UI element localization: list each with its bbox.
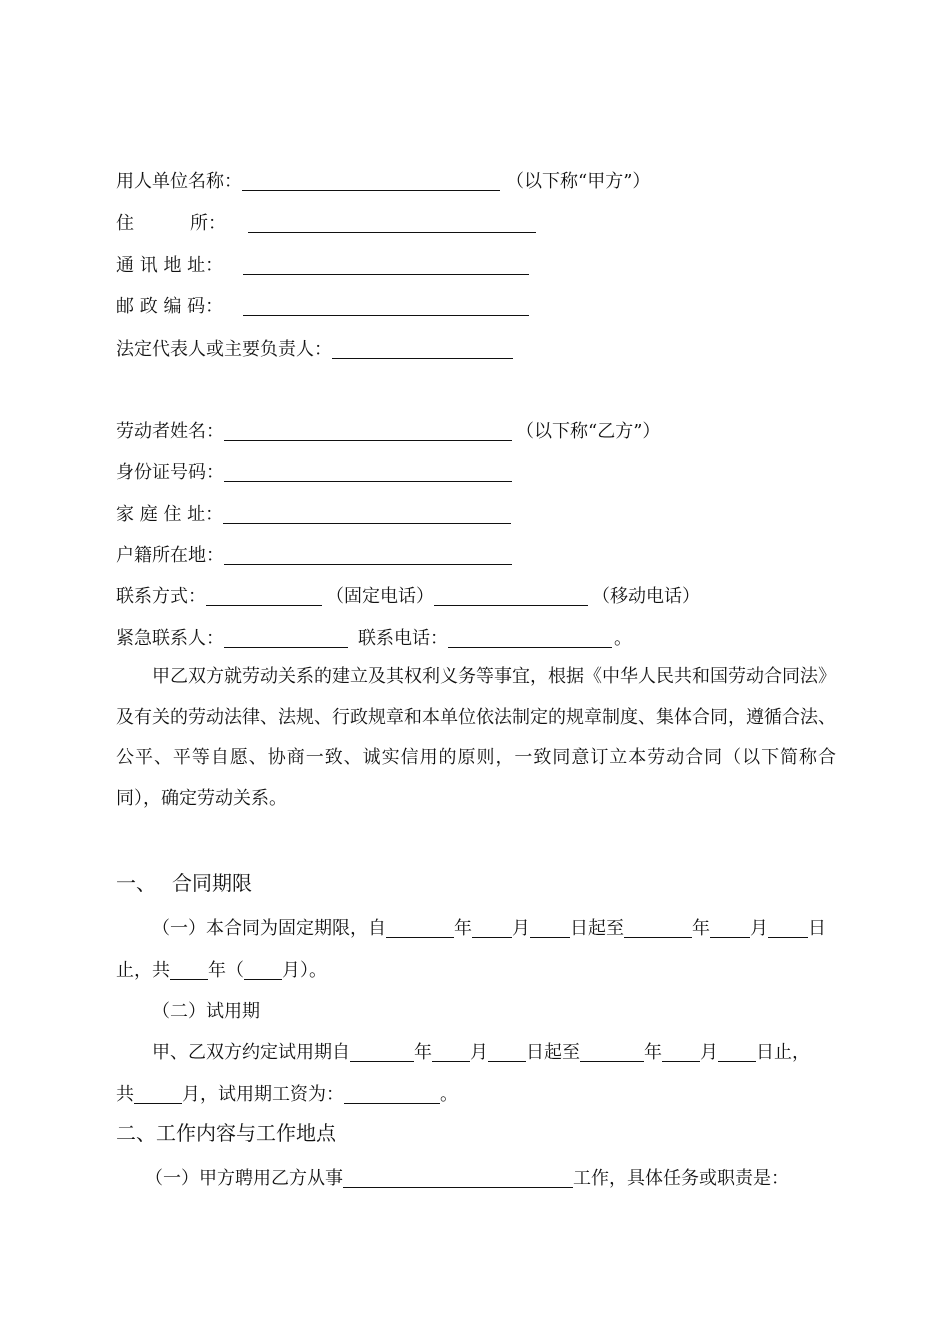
fixed-phone-field[interactable] bbox=[206, 585, 322, 606]
residence-label-b: 所： bbox=[190, 213, 226, 234]
rep-label: 法定代表人或主要负责人： bbox=[116, 339, 332, 360]
term-start-month[interactable] bbox=[472, 917, 512, 938]
home-label: 家 庭 住 址： bbox=[116, 504, 224, 525]
employee-name-label: 劳动者姓名： bbox=[116, 421, 224, 442]
job-text-a: （一）甲方聘用乙方从事 bbox=[145, 1168, 343, 1189]
month-text: 月 bbox=[750, 918, 768, 939]
postcode-field[interactable] bbox=[243, 295, 529, 316]
trial-start-day[interactable] bbox=[488, 1041, 526, 1062]
trial-end-text: 日止， bbox=[756, 1042, 810, 1063]
term-line-2 bbox=[116, 958, 850, 984]
contact-line bbox=[116, 584, 850, 610]
job-field[interactable] bbox=[343, 1167, 573, 1188]
year-text: 年 bbox=[414, 1042, 432, 1063]
term-months-field[interactable] bbox=[244, 959, 282, 980]
id-label: 身份证号码： bbox=[116, 462, 224, 483]
employer-name-label: 用人单位名称： bbox=[116, 171, 242, 192]
period-text: 。 bbox=[440, 1084, 458, 1105]
term-text-a: （一）本合同为固定期限，自 bbox=[152, 918, 386, 939]
hukou-label: 户籍所在地： bbox=[116, 545, 224, 566]
id-line bbox=[116, 460, 850, 486]
year-text: 年 bbox=[454, 918, 472, 939]
section1-title: 合同期限 bbox=[172, 871, 252, 895]
trial-months-field[interactable] bbox=[134, 1083, 182, 1104]
section2-heading: 二、工作内容与工作地点 bbox=[116, 1121, 336, 1145]
section1-heading bbox=[116, 870, 850, 896]
employee-name-field[interactable] bbox=[224, 420, 512, 441]
trial-text-a: 甲、乙双方约定试用期自 bbox=[152, 1042, 350, 1063]
trial-wage-field[interactable] bbox=[344, 1083, 440, 1104]
trial-line-1 bbox=[152, 1040, 850, 1066]
id-field[interactable] bbox=[224, 461, 512, 482]
home-field[interactable] bbox=[223, 503, 511, 524]
job-text-b: 工作，具体任务或职责是： bbox=[573, 1168, 789, 1189]
home-line bbox=[116, 502, 850, 528]
trial-line-2 bbox=[116, 1082, 850, 1108]
term-end-year[interactable] bbox=[624, 917, 692, 938]
mobile-phone-label: （移动电话） bbox=[592, 586, 700, 607]
mobile-phone-field[interactable] bbox=[434, 585, 588, 606]
month-text: 月 bbox=[470, 1042, 488, 1063]
trial-start-month[interactable] bbox=[432, 1041, 470, 1062]
trial-end-year[interactable] bbox=[580, 1041, 644, 1062]
term-start-year[interactable] bbox=[386, 917, 454, 938]
emergency-end-mark: 。 bbox=[614, 628, 632, 649]
start-to-text: 日起至 bbox=[570, 918, 624, 939]
term-end-day[interactable] bbox=[768, 917, 808, 938]
emergency-phone-field[interactable] bbox=[448, 627, 612, 648]
rep-field[interactable] bbox=[332, 338, 513, 359]
emergency-line bbox=[116, 626, 850, 652]
trial-heading: （二）试用期 bbox=[152, 1001, 260, 1022]
preamble-paragraph: 甲乙双方就劳动关系的建立及其权利义务等事宜，根据《中华人民共和国劳动合同法》及有关的劳动法律、法规、行政规章和本单位依法制定的规章制度、集体合同，遵循合法、公平、平等自愿、协商一致、诚实信用的原则，一致同意订立本劳动合同（以下简称合同），确定劳动关系。 bbox=[116, 666, 836, 809]
fixed-phone-label: （固定电话） bbox=[326, 586, 434, 607]
employer-name-suffix: （以下称“甲方”） bbox=[506, 171, 651, 192]
residence-line bbox=[116, 211, 850, 237]
address-label: 通 讯 地 址： bbox=[116, 255, 224, 276]
rep-line bbox=[116, 337, 850, 363]
close-text: 月）。 bbox=[282, 960, 327, 981]
hukou-field[interactable] bbox=[224, 544, 512, 565]
postcode-label: 邮 政 编 码： bbox=[116, 296, 224, 317]
trial-wage-label: 月，试用期工资为： bbox=[182, 1084, 344, 1105]
year-text: 年 bbox=[692, 918, 710, 939]
trial-start-year[interactable] bbox=[350, 1041, 414, 1062]
term-start-day[interactable] bbox=[530, 917, 570, 938]
residence-field[interactable] bbox=[248, 212, 536, 233]
trial-end-day[interactable] bbox=[718, 1041, 756, 1062]
year-text: 年 bbox=[208, 960, 226, 981]
contact-label: 联系方式： bbox=[116, 586, 206, 607]
month-text: 月 bbox=[700, 1042, 718, 1063]
trial-end-month[interactable] bbox=[662, 1041, 700, 1062]
day-text: 日 bbox=[808, 918, 826, 939]
address-field[interactable] bbox=[243, 254, 529, 275]
employer-name-line bbox=[116, 169, 850, 195]
until-text: 止，共 bbox=[116, 960, 170, 981]
emergency-field[interactable] bbox=[224, 627, 348, 648]
employer-name-field[interactable] bbox=[242, 170, 500, 191]
address-line bbox=[116, 253, 850, 279]
gong-text: 共 bbox=[116, 1084, 134, 1105]
residence-label-a: 住 bbox=[116, 213, 134, 234]
employee-name-line bbox=[116, 419, 850, 445]
open-paren: （ bbox=[226, 960, 244, 981]
hukou-line bbox=[116, 543, 850, 569]
year-text: 年 bbox=[644, 1042, 662, 1063]
section1-num: 一、 bbox=[116, 871, 156, 895]
term-line-1 bbox=[152, 916, 850, 942]
term-end-month[interactable] bbox=[710, 917, 750, 938]
emergency-label: 紧急联系人： bbox=[116, 628, 224, 649]
employee-name-suffix: （以下称“乙方”） bbox=[516, 421, 661, 442]
job-line bbox=[145, 1166, 850, 1192]
postcode-line bbox=[116, 294, 850, 320]
emergency-phone-label: 联系电话： bbox=[358, 628, 448, 649]
month-text: 月 bbox=[512, 918, 530, 939]
start-to-text: 日起至 bbox=[526, 1042, 580, 1063]
term-years-field[interactable] bbox=[170, 959, 208, 980]
